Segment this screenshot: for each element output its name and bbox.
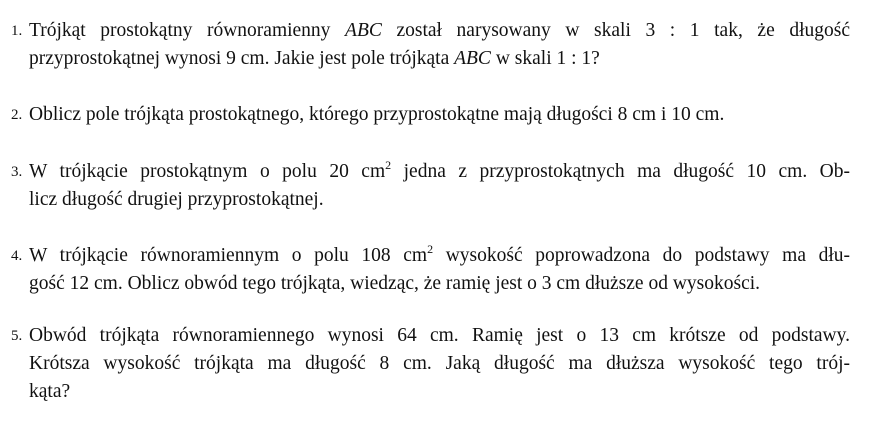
problem-1 xyxy=(11,17,850,73)
problem-number: 5 . xyxy=(11,322,22,350)
problem-3 xyxy=(11,158,850,214)
problem-number: 1 . xyxy=(11,17,22,45)
problem-number: 2 . xyxy=(11,101,22,129)
problem-4 xyxy=(11,242,851,298)
problem-line: licz długość drugiej przyprostokątnej. xyxy=(29,189,324,210)
problem-line: Krótsza wysokość trójkąta ma długość 8 cm. Jaką długość ma dłuższa wysokość tego trój- xyxy=(29,353,850,374)
problem-number: 4 . xyxy=(11,242,22,270)
triangle-name: ABC xyxy=(454,48,491,69)
problem-line: kąta? xyxy=(29,381,71,402)
triangle-name: ABC xyxy=(345,20,382,41)
problem-line: Obwód trójkąta równoramiennego wynosi 64 cm. Ramię jest o 13 cm krótsze od podstawy. xyxy=(29,325,850,346)
problem-line: Oblicz pole trójkąta prostokątnego, którego przyprostokątne mają długości 8 cm i 10 cm. xyxy=(29,104,725,125)
problem-line: przyprostokątnej wynosi 9 cm. Jakie jest pole trójkąta ABC w skali 1 : 1? xyxy=(29,48,600,69)
problem-line: Trójkąt prostokątny równoramienny ABC został narysowany w skali 3 : 1 tak, że długość xyxy=(29,20,850,41)
exponent: 2 xyxy=(427,242,434,256)
problem-5 xyxy=(11,322,850,406)
problem-line: W trójkącie równoramiennym o polu 108 $cm^2$ wysokość poprowadzona do podstawy ma dłu- xyxy=(29,242,851,266)
exponent: 2 xyxy=(385,158,392,172)
problem-2 xyxy=(11,101,850,129)
problem-number: 3 . xyxy=(11,158,22,186)
problem-line: W trójkącie prostokątnym o polu 20 $cm^2$ jedna z przyprostokątnych ma długość 10 cm. Ob- xyxy=(29,158,850,182)
problem-line: gość 12 cm. Oblicz obwód tego trójkąta, wiedząc, że ramię jest o 3 cm dłuższe od wysokości. xyxy=(29,273,761,294)
